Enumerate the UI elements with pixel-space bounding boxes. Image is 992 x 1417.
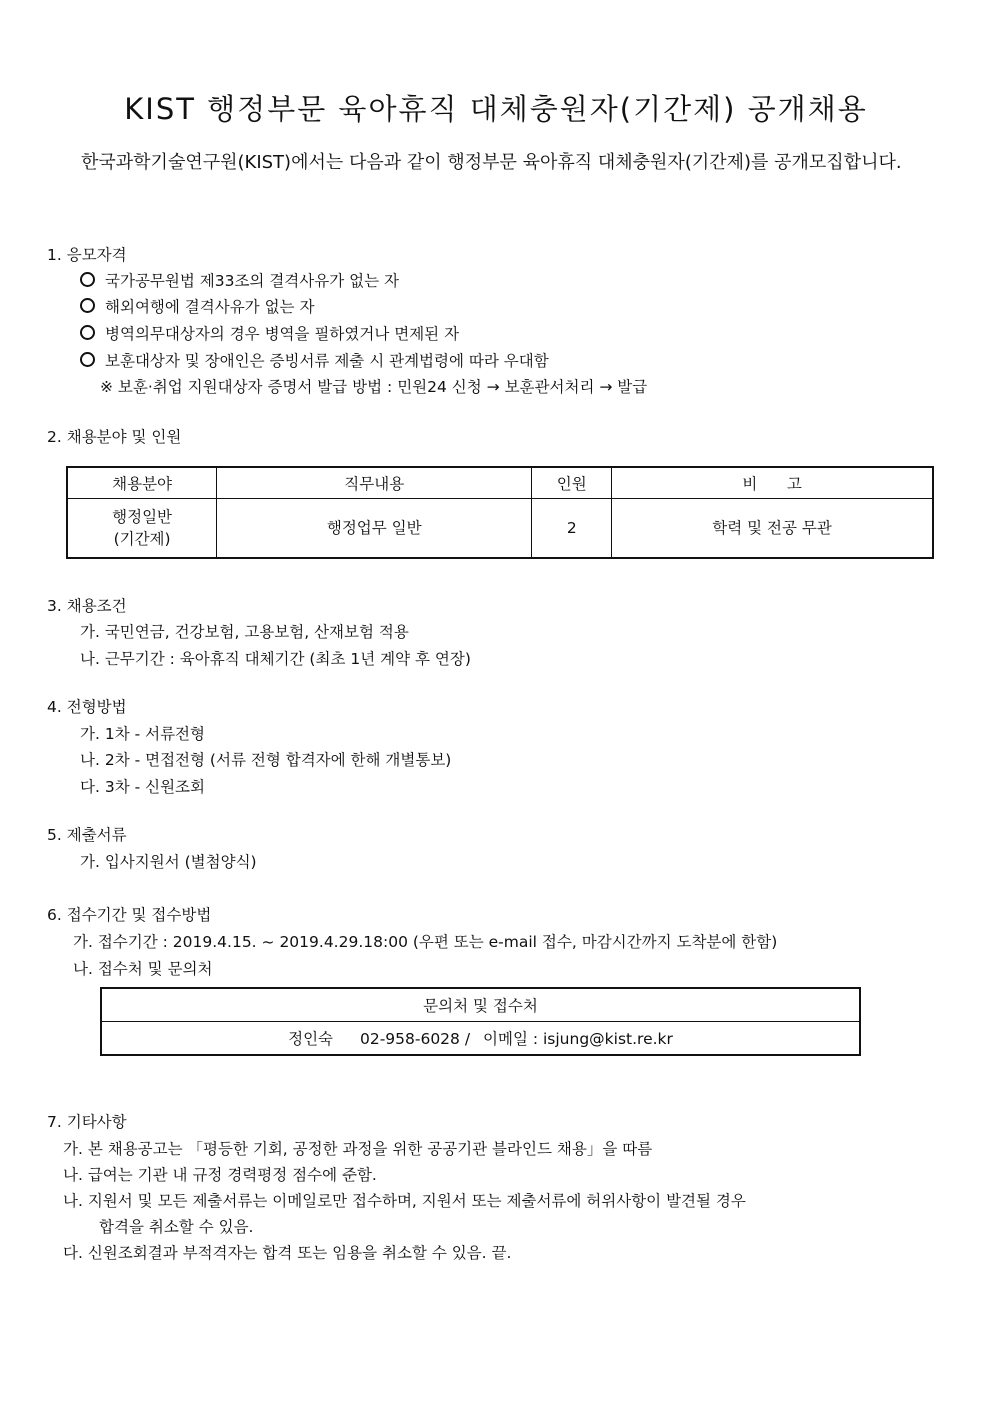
misc-item: 가. 본 채용공고는 「평등한 기회, 공정한 과정을 위한 공공기관 블라인드 채용」을 따름: [63, 1140, 653, 1158]
application-period: 가. 접수기간 : 2019.4.15. ~ 2019.4.29.18:00 (우편 또는 e-mail 접수, 마감시간까지 도착분에 한함): [73, 933, 778, 951]
header-cell: 채용분야: [67, 467, 217, 499]
contact-info-cell: [101, 1022, 860, 1056]
contact-email[interactable]: 이메일 : isjung@kist.re.kr: [483, 1030, 673, 1048]
contact-table: [100, 987, 861, 1056]
section-4-heading: 4. 전형방법: [47, 698, 127, 716]
header-cell: 인원: [532, 467, 612, 499]
circle-bullet-icon: [80, 272, 95, 287]
field-line-1: 행정일반: [112, 508, 173, 526]
intro-paragraph: [47, 146, 947, 179]
contact-label: 나. 접수처 및 문의처: [73, 960, 213, 978]
recruitment-table: [66, 466, 934, 559]
misc-item: 나. 급여는 기관 내 규정 경력평정 점수에 준함.: [63, 1166, 377, 1184]
table-header-row: [67, 467, 933, 499]
section-1-heading: 1. 응모자격: [47, 246, 127, 264]
page-title: KIST 행정부문 육아휴직 대체충원자(기간제) 공개채용: [124, 92, 868, 127]
circle-bullet-icon: [80, 325, 95, 340]
qualification-item: 국가공무원법 제33조의 결격사유가 없는 자: [80, 269, 399, 291]
circle-bullet-icon: [80, 298, 95, 313]
remark-cell: 학력 및 전공 무관: [612, 499, 933, 559]
contact-phone: 02-958-6028 /: [359, 1030, 471, 1048]
selection-item: 가. 1차 - 서류전형: [80, 725, 206, 743]
contact-header-cell: 문의처 및 접수처: [101, 988, 860, 1022]
table-row: [101, 1022, 860, 1056]
intro-text: 한국과학기술연구원(KIST)에서는 다음과 같이 행정부문 육아휴직 대체충원자(기간제)를 공개모집합니다.: [81, 152, 902, 173]
field-line-2: (기간제): [113, 530, 171, 548]
section-6-heading: 6. 접수기간 및 접수방법: [47, 906, 212, 924]
condition-item: 가. 국민연금, 건강보험, 고용보험, 산재보험 적용: [80, 623, 409, 641]
table-header-row: [101, 988, 860, 1022]
misc-item-continued: 합격을 취소할 수 있음.: [99, 1218, 254, 1236]
header-cell: 직무내용: [217, 467, 532, 499]
selection-item: 다. 3차 - 신원조회: [80, 778, 206, 796]
duty-cell: 행정업무 일반: [217, 499, 532, 559]
misc-item: 다. 신원조회결과 부적격자는 합격 또는 임용을 취소할 수 있음. 끝.: [63, 1244, 512, 1262]
misc-item: 나. 지원서 및 모든 제출서류는 이메일로만 접수하며, 지원서 또는 제출서류에 허위사항이 발견될 경우: [63, 1192, 746, 1210]
condition-item: 나. 근무기간 : 육아휴직 대체기간 (최초 1년 계약 후 연장): [80, 650, 471, 668]
section-5-heading: 5. 제출서류: [47, 826, 127, 844]
count-cell: 2: [532, 499, 612, 559]
document-item: 가. 입사지원서 (별첨양식): [80, 853, 257, 871]
circle-bullet-icon: [80, 352, 95, 367]
qualification-item: 병역의무대상자의 경우 병역을 필하였거나 면제된 자: [80, 322, 459, 344]
selection-item: 나. 2차 - 면접전형 (서류 전형 합격자에 한해 개별통보): [80, 751, 452, 769]
section-2-heading: 2. 채용분야 및 인원: [47, 428, 182, 446]
certificate-note: ※ 보훈·취업 지원대상자 증명서 발급 방법 : 민원24 신청 → 보훈관서처리 → 발급: [100, 378, 648, 396]
table-row: [67, 499, 933, 559]
section-3-heading: 3. 채용조건: [47, 597, 127, 615]
qualification-item: 해외여행에 결격사유가 없는 자: [80, 295, 314, 317]
section-7-heading: 7. 기타사항: [47, 1113, 127, 1131]
field-cell: [67, 499, 217, 559]
contact-name: 정인숙: [288, 1030, 334, 1048]
header-cell: 비 고: [612, 467, 933, 499]
qualification-item: 보훈대상자 및 장애인은 증빙서류 제출 시 관계법령에 따라 우대함: [80, 349, 549, 371]
